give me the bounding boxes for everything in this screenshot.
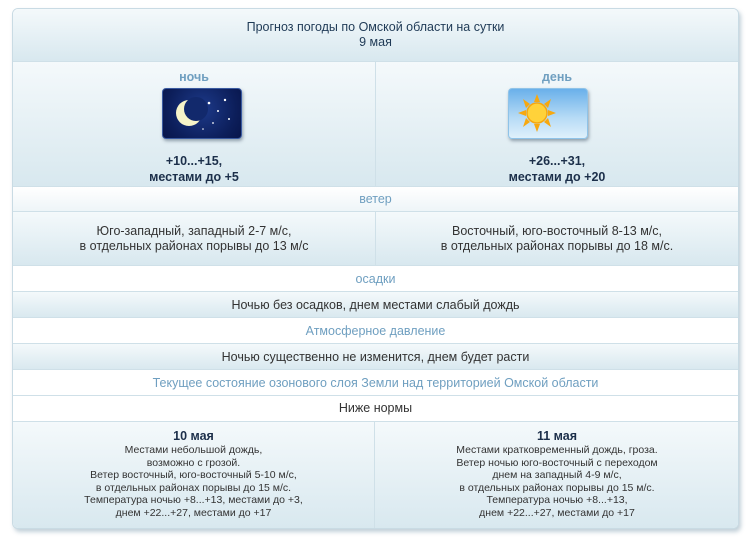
- moon-icon: [162, 88, 242, 139]
- moon-icon-graphic: [163, 89, 241, 138]
- day-night-section: [13, 62, 738, 186]
- sun-icon-graphic: [509, 89, 587, 138]
- next-days-row: [13, 421, 738, 529]
- pressure-text: Ночью существенно не изменится, днем будет расти: [221, 349, 530, 364]
- precip-text: Ночью без осадков, днем местами слабый дождь: [231, 297, 520, 312]
- sun-icon: [508, 88, 588, 139]
- precip-label: осадки: [355, 271, 396, 286]
- forecast-title: Прогноз погоды по Омской области на сутки: [246, 20, 505, 34]
- wind-day-line2: в отдельных районах порывы до 18 м/с.: [440, 238, 674, 253]
- wind-night: [13, 212, 376, 265]
- forecast-day2-line: Ветер ночью юго-восточный с переходом: [456, 456, 658, 469]
- night-panel: [13, 62, 376, 186]
- wind-label: ветер: [359, 192, 392, 206]
- forecast-day1-line: в отдельных районах порывы до 15 м/с.: [95, 481, 292, 494]
- precip-row: [13, 291, 738, 318]
- ozone-label-row: [13, 369, 738, 395]
- night-label: ночь: [179, 70, 209, 84]
- pressure-row: [13, 343, 738, 370]
- wind-night-line1: Юго-западный, западный 2-7 м/с,: [96, 223, 292, 238]
- forecast-day1-date: 10 мая: [173, 429, 214, 443]
- wind-day-line1: Восточный, юго-восточный 8-13 м/с,: [451, 223, 662, 238]
- night-temp-range: +10...+15,: [165, 154, 223, 168]
- wind-day: [376, 212, 738, 265]
- wind-row: [13, 212, 738, 265]
- night-temperature: [13, 153, 375, 185]
- forecast-day1-line: Местами небольшой дождь,: [124, 444, 263, 456]
- forecast-day2-date: 11 мая: [536, 429, 577, 443]
- forecast-header: [13, 9, 738, 62]
- forecast-day1-line: Температура ночью +8...+13, местами до +3,: [84, 494, 303, 506]
- forecast-day2-line: в отдельных районах порывы до 15 м/с.: [459, 481, 655, 494]
- day-temp-local: местами до +20: [508, 170, 606, 184]
- day-label: день: [541, 70, 573, 84]
- forecast-day1-line: днем +22...+27, местами до +17: [115, 506, 272, 519]
- forecast-day1-line: возможно с грозой.: [146, 456, 241, 469]
- pressure-label: Атмосферное давление: [305, 323, 446, 338]
- weather-forecast-card: [12, 8, 739, 529]
- ozone-text: Ниже нормы: [338, 401, 413, 415]
- night-temp-local: местами до +5: [149, 170, 239, 184]
- pressure-label-row: [13, 317, 738, 343]
- forecast-day2-line: днем на западный 4-9 м/с,: [492, 469, 622, 481]
- day-temperature: [376, 153, 738, 185]
- forecast-day2: [376, 422, 738, 529]
- day-panel: [376, 62, 738, 186]
- forecast-day2-line: днем +22...+27, местами до +17: [479, 506, 635, 519]
- precip-label-row: [13, 265, 738, 291]
- forecast-day2-line: Температура ночью +8...+13,: [486, 494, 628, 506]
- ozone-label: Текущее состояние озонового слоя Земли над территорией Омской области: [152, 375, 599, 390]
- forecast-day2-line: Местами кратковременный дождь, гроза.: [456, 444, 658, 456]
- wind-night-line2: в отдельных районах порывы до 13 м/с: [79, 238, 309, 253]
- wind-label-row: [13, 186, 738, 212]
- forecast-day1: [13, 422, 375, 529]
- ozone-row: [13, 395, 738, 421]
- forecast-day1-line: Ветер восточный, юго-восточный 5-10 м/с,: [90, 469, 297, 481]
- forecast-date: 9 мая: [359, 35, 392, 49]
- day-temp-range: +26...+31,: [528, 154, 586, 168]
